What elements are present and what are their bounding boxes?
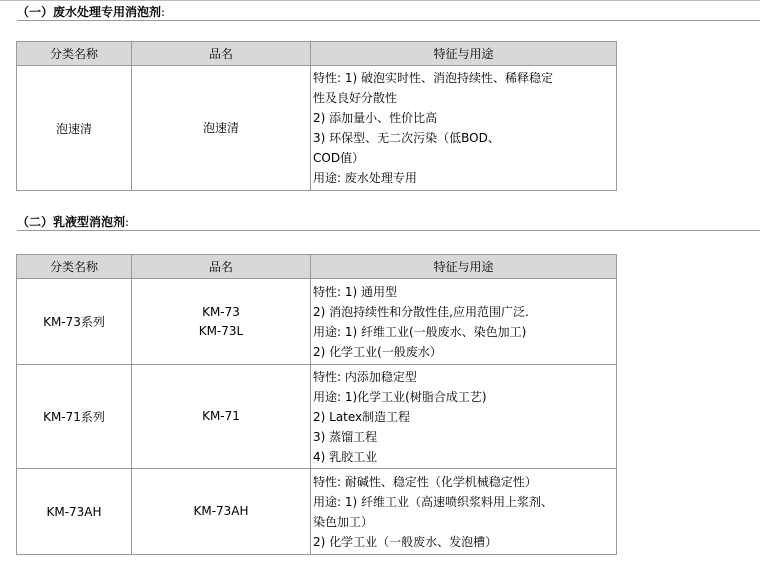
feature-line: 用途: 废水处理专用 xyxy=(313,171,417,185)
feature-line: COD值） xyxy=(313,151,365,165)
section-divider xyxy=(17,230,760,231)
category-cell: KM-73AH xyxy=(17,469,132,555)
product-cell xyxy=(132,279,311,365)
features-cell xyxy=(311,279,617,365)
table-row xyxy=(17,469,617,555)
features-cell xyxy=(311,469,617,555)
feature-line: 3) 蒸馏工程 xyxy=(313,429,378,444)
product-name: KM-73L xyxy=(198,323,244,338)
emulsion-defoamer-table xyxy=(16,254,617,555)
feature-line: 特性: 内添加稳定型 xyxy=(313,369,417,384)
table-row xyxy=(17,365,617,469)
header-category: 分类名称 xyxy=(17,255,132,279)
header-features-usage: 特征与用途 xyxy=(311,42,617,66)
section-heading-emulsion xyxy=(17,214,129,230)
feature-line: 性及良好分散性 xyxy=(313,91,398,105)
section-heading-text: （一）废水处理专用消泡剂 xyxy=(17,5,162,19)
feature-line: 染色加工） xyxy=(313,514,374,529)
feature-line: 用途: 1) 纤维工业(一般废水、染色加工) xyxy=(313,324,527,339)
feature-line: 特性: 1) 破泡实时性、消泡持续性、稀释稳定 xyxy=(313,71,553,85)
product-name: 泡速清 xyxy=(202,120,239,135)
header-product-name: 品名 xyxy=(132,255,311,279)
feature-line: 2) 化学工业（一般废水、发泡槽） xyxy=(313,534,498,549)
product-cell xyxy=(132,365,311,469)
feature-line: 2) Latex制造工程 xyxy=(313,409,411,424)
section-heading-wastewater xyxy=(17,4,165,20)
feature-line: 特性: 耐碱性、稳定性（化学机械稳定性） xyxy=(313,474,537,489)
feature-line: 用途: 1) 纤维工业（高速喷织浆料用上浆剂、 xyxy=(313,494,553,509)
product-cell xyxy=(132,66,311,191)
category-cell: KM-73系列 xyxy=(17,279,132,365)
top-rule xyxy=(0,0,760,1)
feature-line: 3) 环保型、无二次污染（低BOD、 xyxy=(313,131,500,145)
category-cell: 泡速清 xyxy=(17,66,132,191)
feature-line: 2) 消泡持续性和分散性佳,应用范围广泛. xyxy=(313,304,529,319)
table-row xyxy=(17,66,617,191)
header-category: 分类名称 xyxy=(17,42,132,66)
feature-line: 特性: 1) 通用型 xyxy=(313,284,397,299)
wastewater-defoamer-table xyxy=(16,41,617,191)
features-cell xyxy=(311,66,617,191)
features-cell xyxy=(311,365,617,469)
product-name: KM-73 xyxy=(202,304,240,319)
feature-line: 2) 化学工业(一般废水） xyxy=(313,344,442,359)
product-name: KM-73AH xyxy=(193,504,249,518)
table-row xyxy=(17,279,617,365)
product-cell xyxy=(132,469,311,555)
table-header-row xyxy=(17,42,617,66)
heading-colon: : xyxy=(125,215,130,229)
heading-colon: : xyxy=(161,5,166,19)
category-cell: KM-71系列 xyxy=(17,365,132,469)
header-features-usage: 特征与用途 xyxy=(311,255,617,279)
table-header-row xyxy=(17,255,617,279)
header-product-name: 品名 xyxy=(132,42,311,66)
section-divider xyxy=(17,20,760,21)
feature-line: 2) 添加量小、性价比高 xyxy=(313,111,438,125)
feature-line: 用途: 1)化学工业(树脂合成工艺) xyxy=(313,389,487,404)
feature-line: 4) 乳胶工业 xyxy=(313,449,378,464)
product-name: KM-71 xyxy=(202,409,240,423)
section-heading-text: （二）乳液型消泡剂 xyxy=(17,215,126,229)
